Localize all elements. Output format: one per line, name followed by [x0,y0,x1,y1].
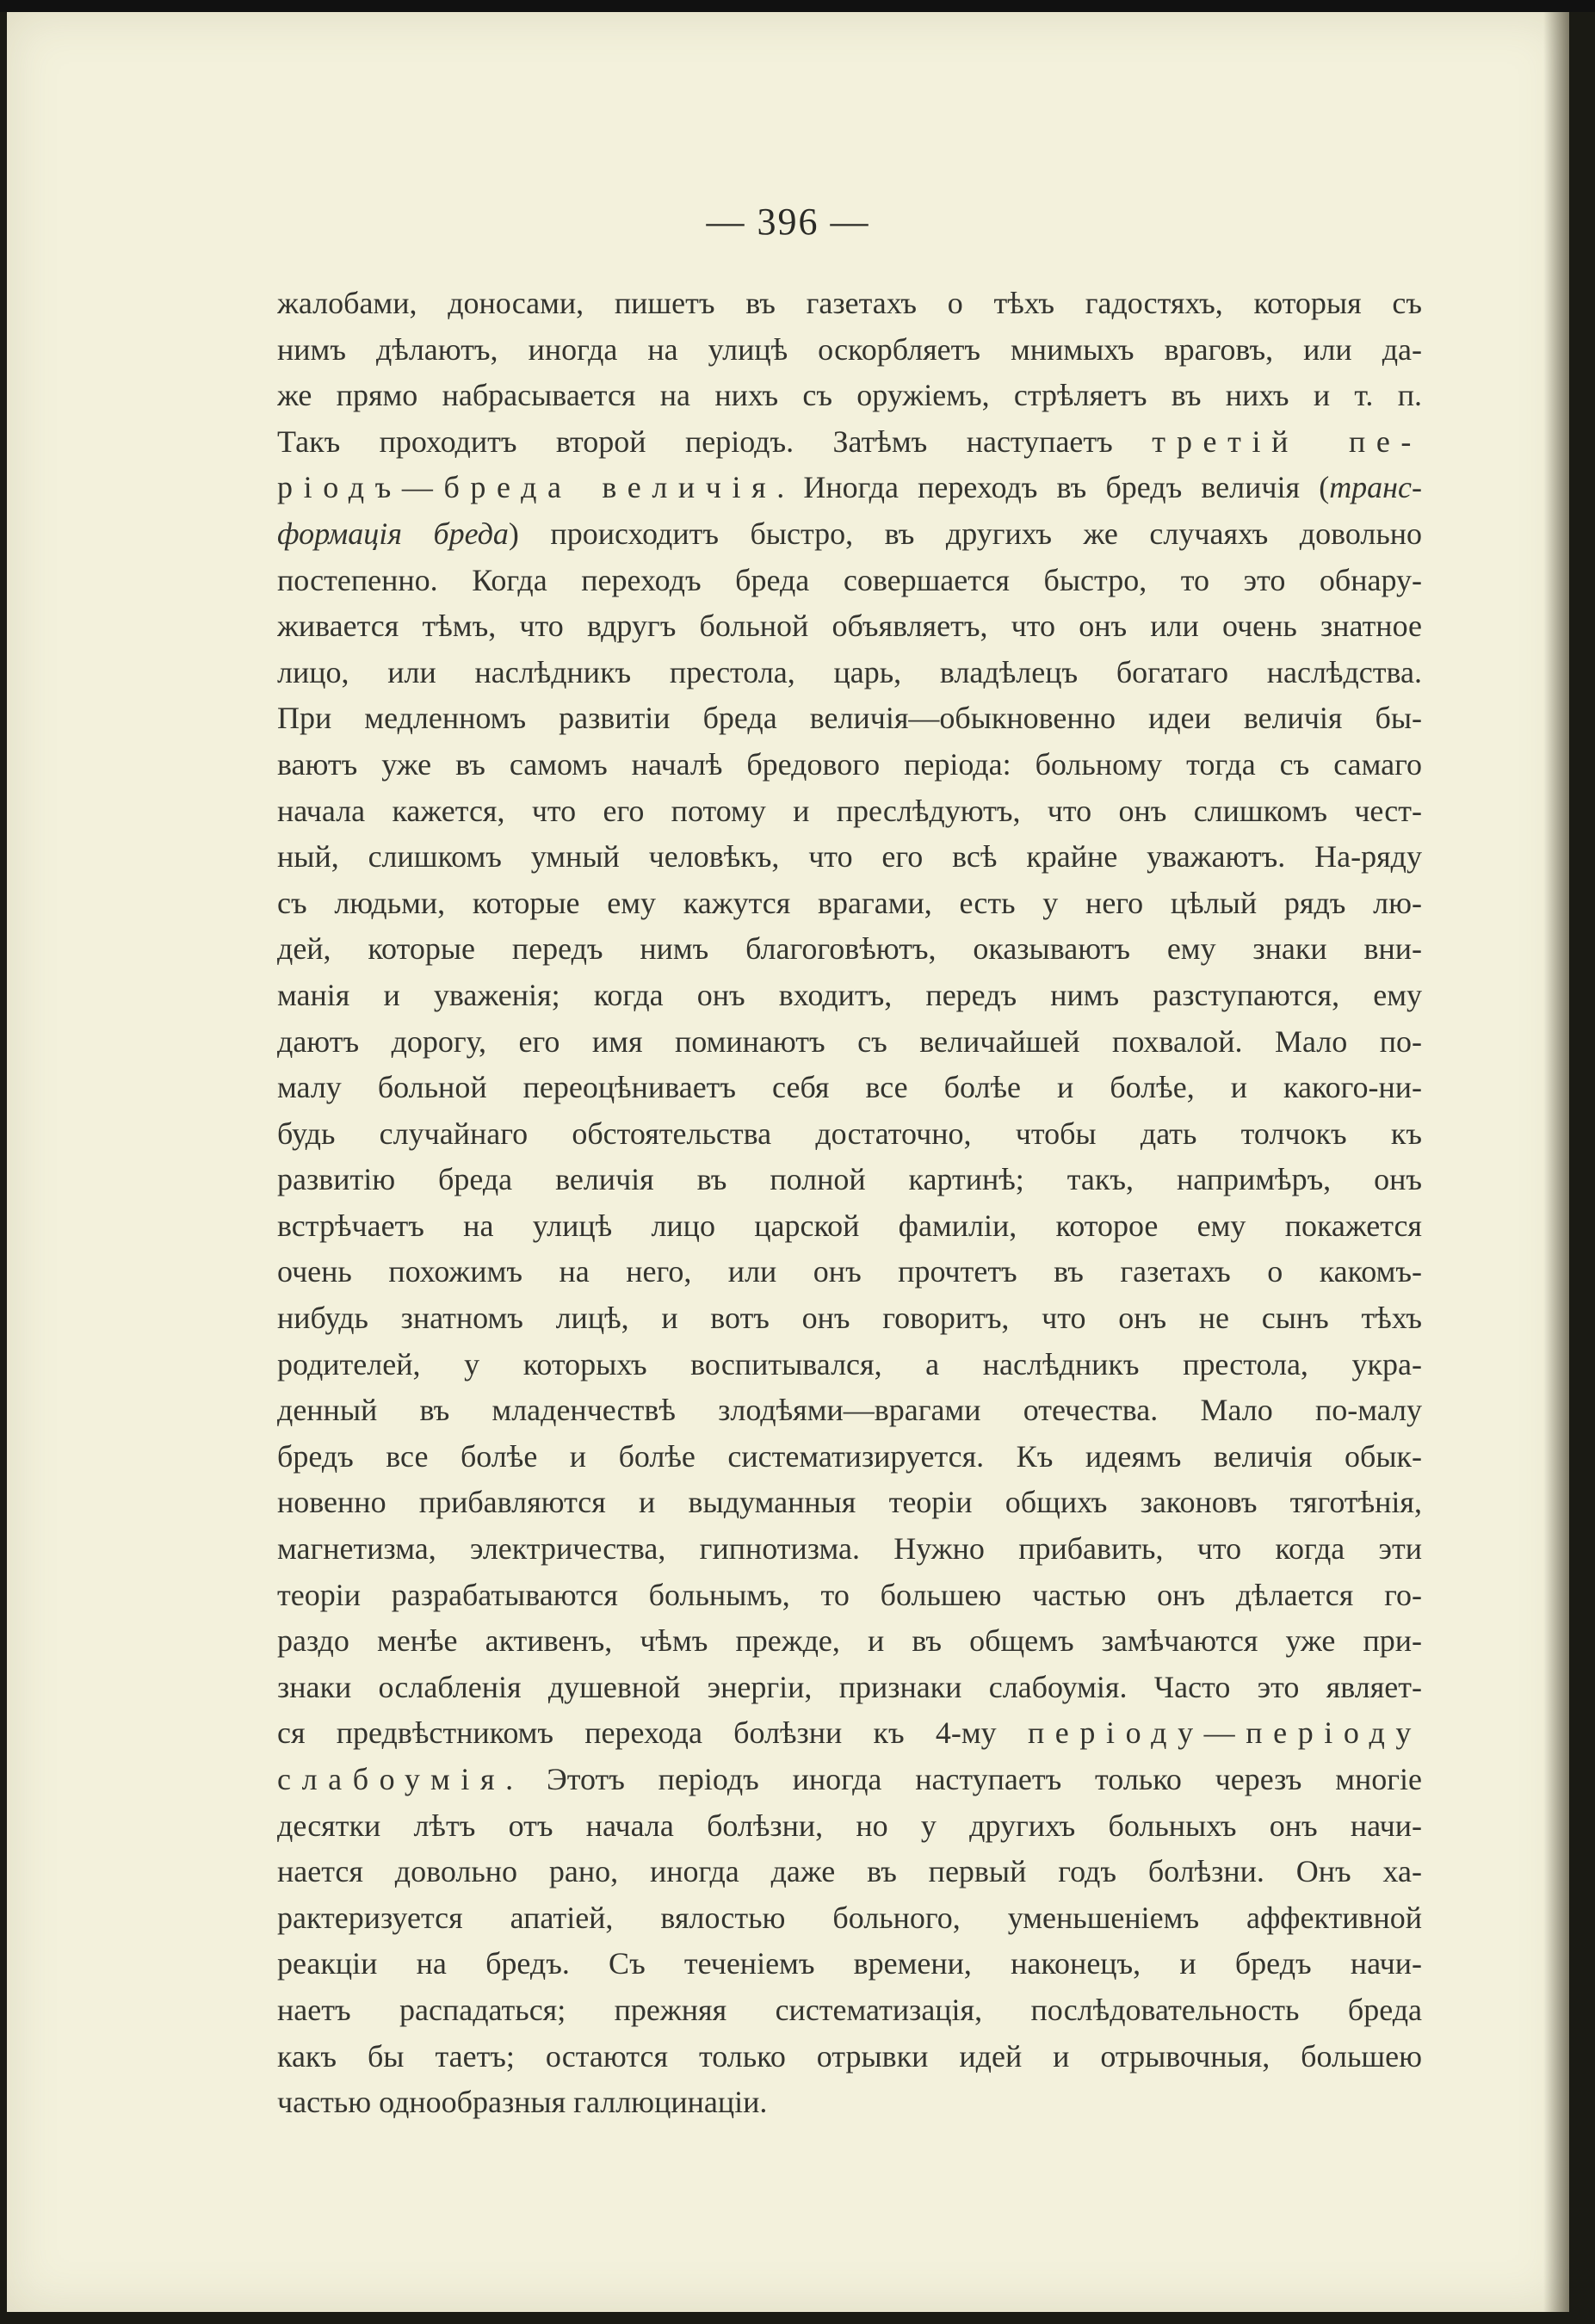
text-line [277,881,1422,927]
text-line [277,1573,1422,1619]
text-line [277,695,1422,742]
text-line [277,742,1422,788]
text-line [277,1618,1422,1665]
text-line [277,973,1422,1019]
text-run: лицо, или наслѣдникъ престола, царь, владѣлецъ богатаго наслѣдства. [277,654,1422,689]
text-run: Такъ проходитъ второй періодъ. Затѣмъ наступаетъ [277,423,1153,459]
text-line [277,281,1422,327]
text-line [277,788,1422,835]
text-run: ся предвѣстникомъ перехода болѣзни къ 4-му [277,1715,1028,1751]
page-number: — 396 — [706,201,870,243]
text-run: будь случайнаго обстоятельства достаточно, чтобы дать толчокъ къ [277,1116,1422,1151]
scan-top-border [0,0,1595,12]
book-page [7,12,1569,2312]
text-line [277,419,1422,466]
text-run: постепенно. Когда переходъ бреда совершается быстро, то это обнару- [277,562,1422,597]
text-run: магнетизма, электричества, гипнотизма. Нужно прибавить, что когда эти [277,1531,1422,1567]
text-run: реакціи на бредъ. Съ теченіемъ времени, наконецъ, и бредъ начи- [277,1946,1422,1981]
text-run: наетъ распадаться; прежняя систематизація, послѣдовательность бреда [277,1992,1422,2027]
text-run: родителей, у которыхъ воспитывался, а наслѣдникъ престола, укра- [277,1346,1422,1381]
text-run: же прямо набрасывается на нихъ съ оружіемъ, стрѣляетъ въ нихъ и т. п. [277,378,1422,413]
text-line [277,2080,1422,2126]
body-text [277,281,1422,2126]
text-run: раздо менѣе активенъ, чѣмъ прежде, и въ общемъ замѣчаются уже при- [277,1623,1422,1659]
italic-emphasis: транс- [1329,470,1422,505]
text-line [277,1710,1422,1757]
text-run: жалобами, доносами, пишетъ въ газетахъ о тѣхъ гадостяхъ, которыя съ [277,286,1422,320]
text-line [277,1249,1422,1295]
text-line [277,558,1422,604]
text-run: ) происходитъ быстро, въ другихъ же случаяхъ довольно [508,516,1422,551]
text-run: . Иногда переходъ въ бредъ величія ( [776,470,1330,505]
text-run: рактеризуется апатіей, вялостью больного, уменьшеніемъ аффективной [277,1900,1422,1935]
text-run: малу больной переоцѣниваетъ себя все болѣе и болѣе, и какого-ни- [277,1070,1422,1105]
text-line [277,1941,1422,1987]
text-run: дей, которые передъ нимъ благоговѣютъ, оказываютъ ему знаки вни- [277,931,1422,967]
spaced-emphasis: періоду—періоду [1027,1715,1422,1751]
text-run: теоріи разрабатываются больнымъ, то большею частью онъ дѣлается го- [277,1577,1422,1612]
text-line [277,926,1422,973]
text-line [277,1757,1422,1803]
text-line [277,373,1422,419]
spaced-emphasis: третій пе- [1152,423,1422,459]
text-line [277,1849,1422,1895]
text-line [277,1388,1422,1434]
text-line [277,834,1422,881]
text-line [277,1526,1422,1573]
text-run: даютъ дорогу, его имя поминаютъ съ величайшей похвалой. Мало по- [277,1023,1422,1059]
text-line [277,1295,1422,1342]
text-run: живается тѣмъ, что вдругъ больной объявляетъ, что онъ или очень знатное [277,609,1422,644]
text-line [277,1203,1422,1250]
text-run: съ людьми, которые ему кажутся врагами, есть у него цѣлый рядъ лю- [277,885,1422,920]
text-run: начала кажется, что его потому и преслѣдуютъ, что онъ слишкомъ чест- [277,793,1422,828]
text-run: ный, слишкомъ умный человѣкъ, что его всѣ крайне уважаютъ. На-ряду [277,839,1422,875]
text-run: . Этотъ періодъ иногда наступаетъ только черезъ многіе [505,1762,1422,1796]
text-run: При медленномъ развитіи бреда величія—обыкновенно идеи величія бы- [277,701,1422,736]
spaced-emphasis: ріодъ—бреда величія [277,470,777,505]
text-line [277,1480,1422,1526]
text-run: денный въ младенчествѣ злодѣями—врагами отечества. Мало по-малу [277,1393,1422,1428]
text-run: нибудь знатномъ лицѣ, и вотъ онъ говоритъ, что онъ не сынъ тѣхъ [277,1301,1422,1336]
page-edge-shadow [1543,12,1569,2312]
text-line [277,1111,1422,1158]
text-run: нимъ дѣлаютъ, иногда на улицѣ оскорбляетъ мнимыхъ враговъ, или да- [277,331,1422,367]
text-run: встрѣчаетъ на улицѣ лицо царской фамиліи, которое ему покажется [277,1208,1422,1243]
text-line [277,327,1422,374]
text-line [277,1895,1422,1942]
text-line [277,2034,1422,2080]
text-run: новенно прибавляются и выдуманныя теоріи общихъ законовъ тяготѣнія, [277,1485,1422,1520]
text-line [277,650,1422,696]
text-line [277,1342,1422,1388]
text-line [277,1665,1422,1711]
text-run: очень похожимъ на него, или онъ прочтетъ въ газетахъ о какомъ- [277,1254,1422,1289]
text-line [277,1157,1422,1203]
text-run: бредъ все болѣе и болѣе систематизируется. Къ идеямъ величія обык- [277,1438,1422,1474]
text-run: ваютъ уже въ самомъ началѣ бредового періода: больному тогда съ самаго [277,746,1422,782]
text-line [277,603,1422,650]
text-run: знаки ослабленія душевной энергіи, признаки слабоумія. Часто это являет- [277,1669,1422,1704]
italic-emphasis: формація бреда [277,516,509,551]
text-run: десятки лѣтъ отъ начала болѣзни, но у другихъ больныхъ онъ начи- [277,1808,1422,1843]
text-run: манія и уваженія; когда онъ входитъ, передъ нимъ разступаются, ему [277,977,1422,1012]
text-run: развитію бреда величія въ полной картинѣ; такъ, напримѣръ, онъ [277,1162,1422,1197]
text-line [277,1065,1422,1111]
text-run: частью однообразныя галлюцинаціи. [277,2085,768,2120]
text-run: какъ бы таетъ; остаются только отрывки идей и отрывочныя, большею [277,2038,1422,2074]
text-line [277,465,1422,511]
text-line [277,511,1422,558]
text-run: нается довольно рано, иногда даже въ первый годъ болѣзни. Онъ ха- [277,1854,1422,1889]
text-line [277,1019,1422,1066]
text-line [277,1434,1422,1480]
text-line [277,1987,1422,2034]
text-line [277,1803,1422,1850]
spaced-emphasis: слабоумія [277,1762,506,1796]
